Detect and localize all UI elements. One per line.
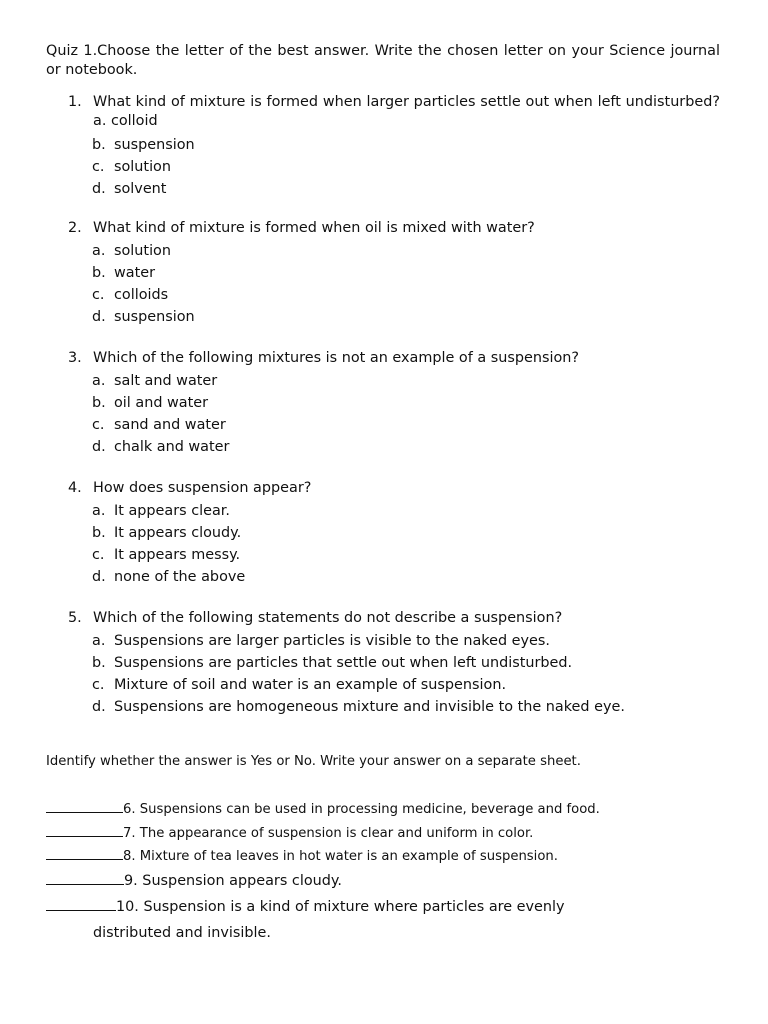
identify-instructions: Identify whether the answer is Yes or No. Write your answer on a separate sheet. [46, 754, 581, 769]
yes-no-item-10 [46, 897, 565, 916]
yes-no-item-7 [46, 823, 533, 843]
option-letter: d. [92, 309, 106, 325]
option-item [92, 544, 720, 566]
answer-blank [46, 871, 124, 885]
option-item [92, 178, 720, 200]
option-text: Mixture of soil and water is an example of suspension. [114, 677, 507, 693]
option-letter: a. [92, 503, 106, 519]
option-letter: a. [92, 243, 106, 259]
option-text: none of the above [114, 569, 246, 585]
yes-no-statement: 10. Suspension is a kind of mixture where particles are evenly [116, 899, 565, 915]
question-1 [68, 93, 720, 200]
option-text: chalk and water [114, 439, 230, 455]
option-letter: c. [92, 547, 105, 563]
question-number: 3. [68, 350, 82, 366]
option-letter: b. [92, 137, 106, 153]
option-text: solvent [114, 181, 167, 197]
option-text: sand and water [114, 417, 226, 433]
option-letter: a. [92, 633, 106, 649]
yes-no-item-8 [46, 846, 558, 866]
option-list [68, 630, 720, 718]
option-text: suspension [114, 137, 195, 153]
option-text: Suspensions are larger particles is visible to the naked eyes. [114, 633, 550, 649]
option-text: Suspensions are homogeneous mixture and invisible to the naked eye. [114, 699, 625, 715]
option-item [92, 652, 720, 674]
option-item [92, 306, 720, 328]
option-text: It appears clear. [114, 503, 230, 519]
question-5 [68, 609, 720, 718]
option-item [92, 630, 720, 652]
option-item [92, 134, 720, 156]
question-number: 4. [68, 480, 82, 496]
option-letter: c. [92, 287, 105, 303]
option-letter: c. [92, 159, 105, 175]
question-text: How does suspension appear? [93, 480, 312, 496]
option-letter: b. [92, 265, 106, 281]
question-text: What kind of mixture is formed when oil is mixed with water? [93, 220, 535, 236]
option-letter: d. [92, 699, 106, 715]
option-item [92, 392, 720, 414]
option-text: It appears messy. [114, 547, 241, 563]
option-item [92, 500, 720, 522]
option-letter: b. [92, 655, 106, 671]
option-letter: b. [92, 525, 106, 541]
option-text: water [114, 265, 156, 281]
option-list [68, 370, 720, 458]
option-text: suspension [114, 309, 195, 325]
option-letter: d. [92, 569, 106, 585]
question-3 [68, 349, 720, 458]
option-letter: d. [92, 439, 106, 455]
option-letter: a. [92, 373, 106, 389]
option-list [68, 500, 720, 588]
question-2 [68, 219, 720, 328]
option-item [92, 522, 720, 544]
option-item [92, 156, 720, 178]
option-item [92, 436, 720, 458]
option-list [68, 134, 720, 200]
answer-blank [46, 799, 123, 813]
question-text: Which of the following statements do not describe a suspension? [93, 610, 563, 626]
answer-blank [46, 897, 116, 911]
option-item [92, 674, 720, 696]
yes-no-item-9 [46, 871, 342, 890]
question-4 [68, 479, 720, 588]
quiz-instructions: Quiz 1.Choose the letter of the best answer. Write the chosen letter on your Science journal or notebook. [46, 43, 720, 78]
yes-no-statement: 9. Suspension appears cloudy. [124, 873, 342, 889]
option-text: oil and water [114, 395, 209, 411]
option-item [92, 566, 720, 588]
option-text: colloids [114, 287, 169, 303]
yes-no-item-6 [46, 799, 600, 819]
option-text: Suspensions are particles that settle out when left undisturbed. [114, 655, 573, 671]
yes-no-statement: 8. Mixture of tea leaves in hot water is an example of suspension. [123, 849, 558, 864]
option-text: solution [114, 243, 171, 259]
yes-no-statement: 7. The appearance of suspension is clear and uniform in color. [123, 826, 534, 841]
option-text: It appears cloudy. [114, 525, 242, 541]
question-number: 5. [68, 610, 82, 626]
option-item [92, 262, 720, 284]
option-letter: c. [92, 677, 105, 693]
question-text: What kind of mixture is formed when larger particles settle out when left undisturbed? a. colloid [93, 94, 720, 129]
answer-blank [46, 823, 123, 837]
option-item [92, 240, 720, 262]
option-text: solution [114, 159, 171, 175]
question-number: 1. [68, 94, 82, 110]
option-list [68, 240, 720, 328]
question-number: 2. [68, 220, 82, 236]
option-text: salt and water [114, 373, 218, 389]
option-letter: d. [92, 181, 106, 197]
option-item [92, 370, 720, 392]
option-item [92, 414, 720, 436]
answer-blank [46, 846, 123, 860]
yes-no-item-10-continuation: distributed and invisible. [93, 925, 271, 941]
option-letter: b. [92, 395, 106, 411]
question-text: Which of the following mixtures is not an example of a suspension? [93, 350, 580, 366]
option-letter: c. [92, 417, 105, 433]
yes-no-statement: 6. Suspensions can be used in processing medicine, beverage and food. [123, 802, 600, 817]
option-item [92, 284, 720, 306]
option-item [92, 696, 720, 718]
